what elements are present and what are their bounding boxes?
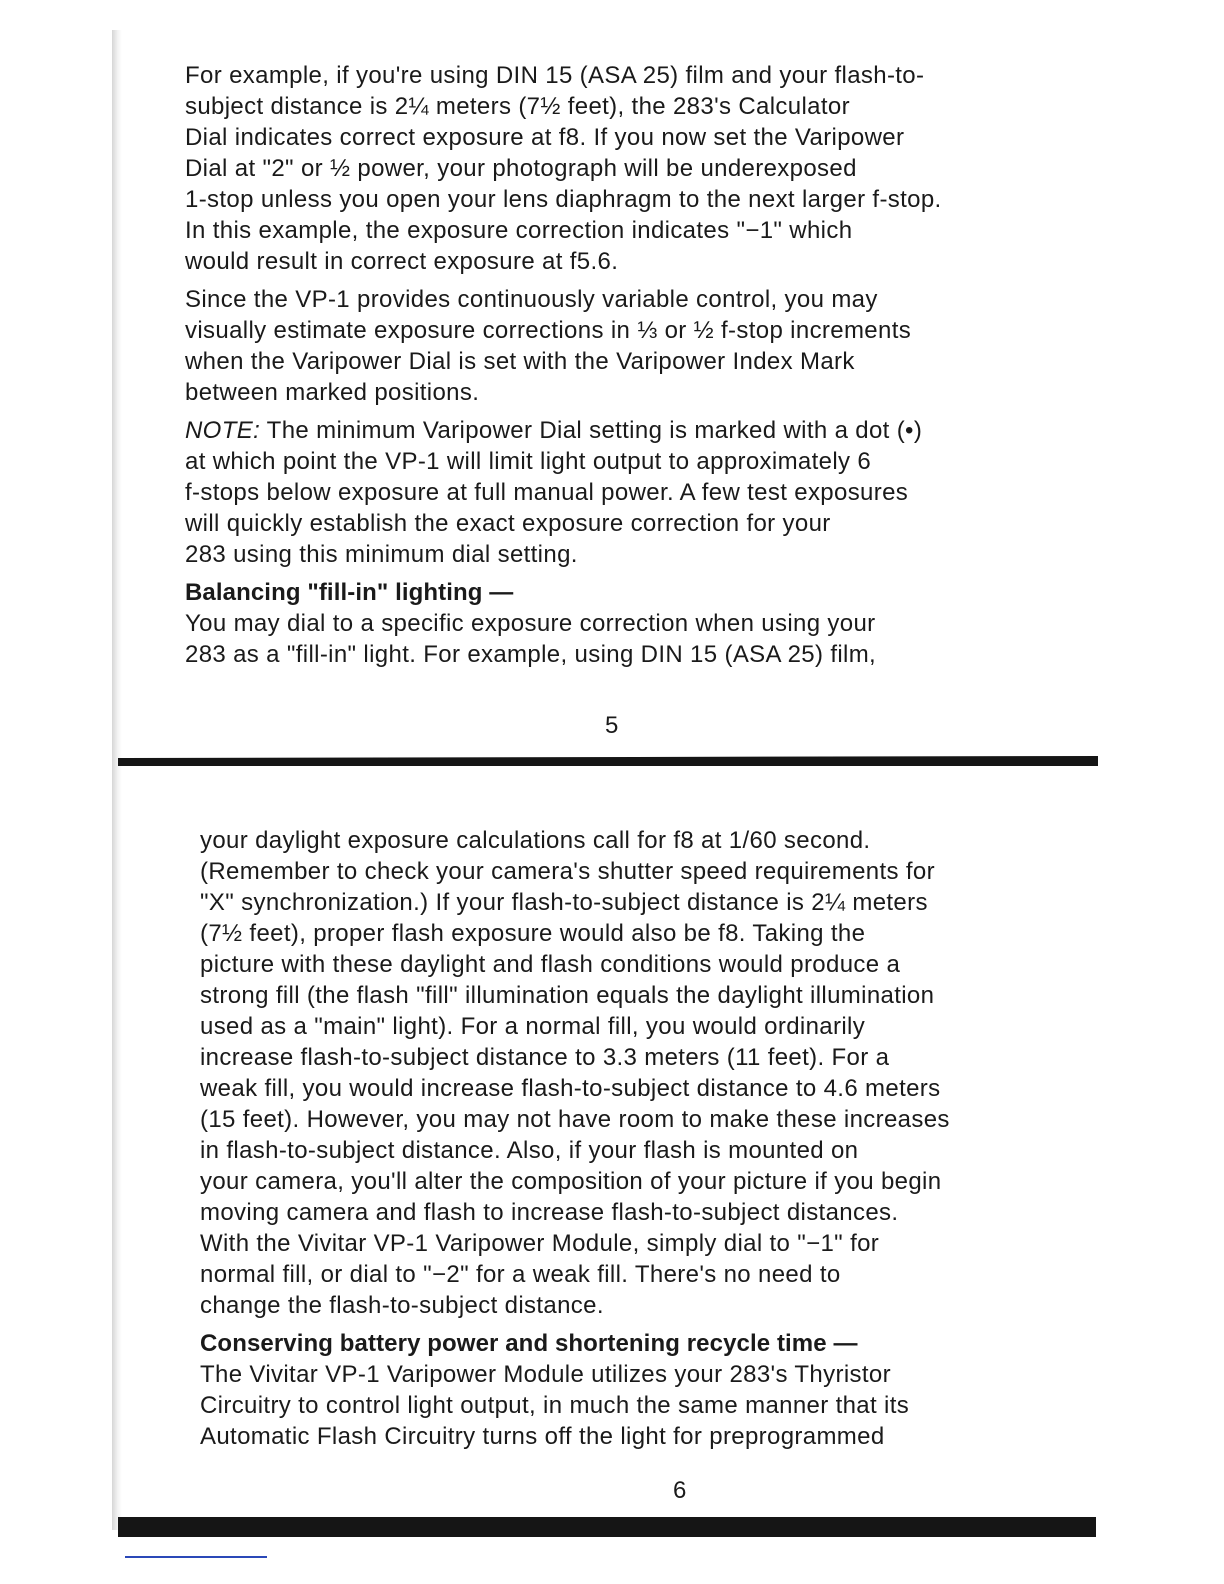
paragraph-daylight-fill: your daylight exposure calculations call for f8 at 1/60 second. (Remember to check your camera's shutter speed requirements for "X" synchronization.) If your flash-to-subject distance is 2¼ meters (7½ feet), proper flash exposure would also be f8. Taking the picture with these daylight and flash conditions would produce a strong fill (the flash "fill" illumination equals the daylight illumination used as a "main" light). For a normal fill, you would ordinarily increase flash-to-subject distance to 3.3 meters (11 feet). For a weak fill, you would increase flash-to-subject distance to 4.6 meters (15 feet). However, you may not have room to make these increases in flash-to-subject distance. Also, if your flash is mounted on your camera, you'll alter the composition of your picture if you begin moving camera and flash to increase flash-to-subject distances. With the Vivitar VP-1 Varipower Module, simply dial to "−1" for normal fill, or dial to "−2" for a weak fill. There's no need to change the flash-to-subject distance. bbox=[200, 827, 950, 1319]
paragraph-thyristor-circuitry: The Vivitar VP-1 Varipower Module utilizes your 283's Thyristor Circuitry to control light output, in much the same manner that its Automatic Flash Circuitry turns off the light for preprogrammed bbox=[200, 1361, 910, 1450]
scan-artifact-line bbox=[125, 1556, 267, 1558]
paragraph-underexposure-example: For example, if you're using DIN 15 (ASA 25) film and your flash-to- subject distance is 2¼ meters (7½ feet), the 283's Calculator Dial indicates correct exposure at f8. If you now set the Varipower Dial at "2" or ½ power, your photograph will be underexposed 1-stop unless you open your lens diaphragm to the next larger f-stop. In this example, the exposure correction indicates "−1" which would result in correct exposure at f5.6. bbox=[185, 62, 942, 275]
manual-page-6 bbox=[200, 825, 1080, 1452]
note-label: NOTE: bbox=[185, 417, 261, 444]
binding-shadow bbox=[112, 30, 122, 1530]
heading-conserving-battery: Conserving battery power and shortening recycle time — bbox=[200, 1330, 858, 1357]
paragraph-fill-in-intro: You may dial to a specific exposure correction when using your 283 as a "fill-in" light. For example, using DIN 15 (ASA 25) film, bbox=[185, 610, 877, 668]
heading-fill-in-lighting: Balancing "fill-in" lighting — bbox=[185, 579, 514, 606]
manual-page-5 bbox=[185, 60, 1065, 670]
page-divider-top bbox=[118, 756, 1098, 766]
page-number-6: 6 bbox=[673, 1477, 687, 1504]
paragraph-variable-control: Since the VP-1 provides continuously variable control, you may visually estimate exposure corrections in ⅓ or ½ f-stop increments when the Varipower Dial is set with the Varipower Index Mark between marked positions. bbox=[185, 286, 912, 406]
page-number-5: 5 bbox=[605, 712, 619, 739]
paragraph-note bbox=[185, 415, 1065, 570]
note-text: The minimum Varipower Dial setting is marked with a dot (•) at which point the VP-1 will limit light output to approximately 6 f-stops below exposure at full manual power. A few test exposures will quickly establish the exact exposure correction for your 283 using this minimum dial setting. bbox=[185, 417, 923, 568]
page-divider-bottom bbox=[118, 1517, 1096, 1537]
